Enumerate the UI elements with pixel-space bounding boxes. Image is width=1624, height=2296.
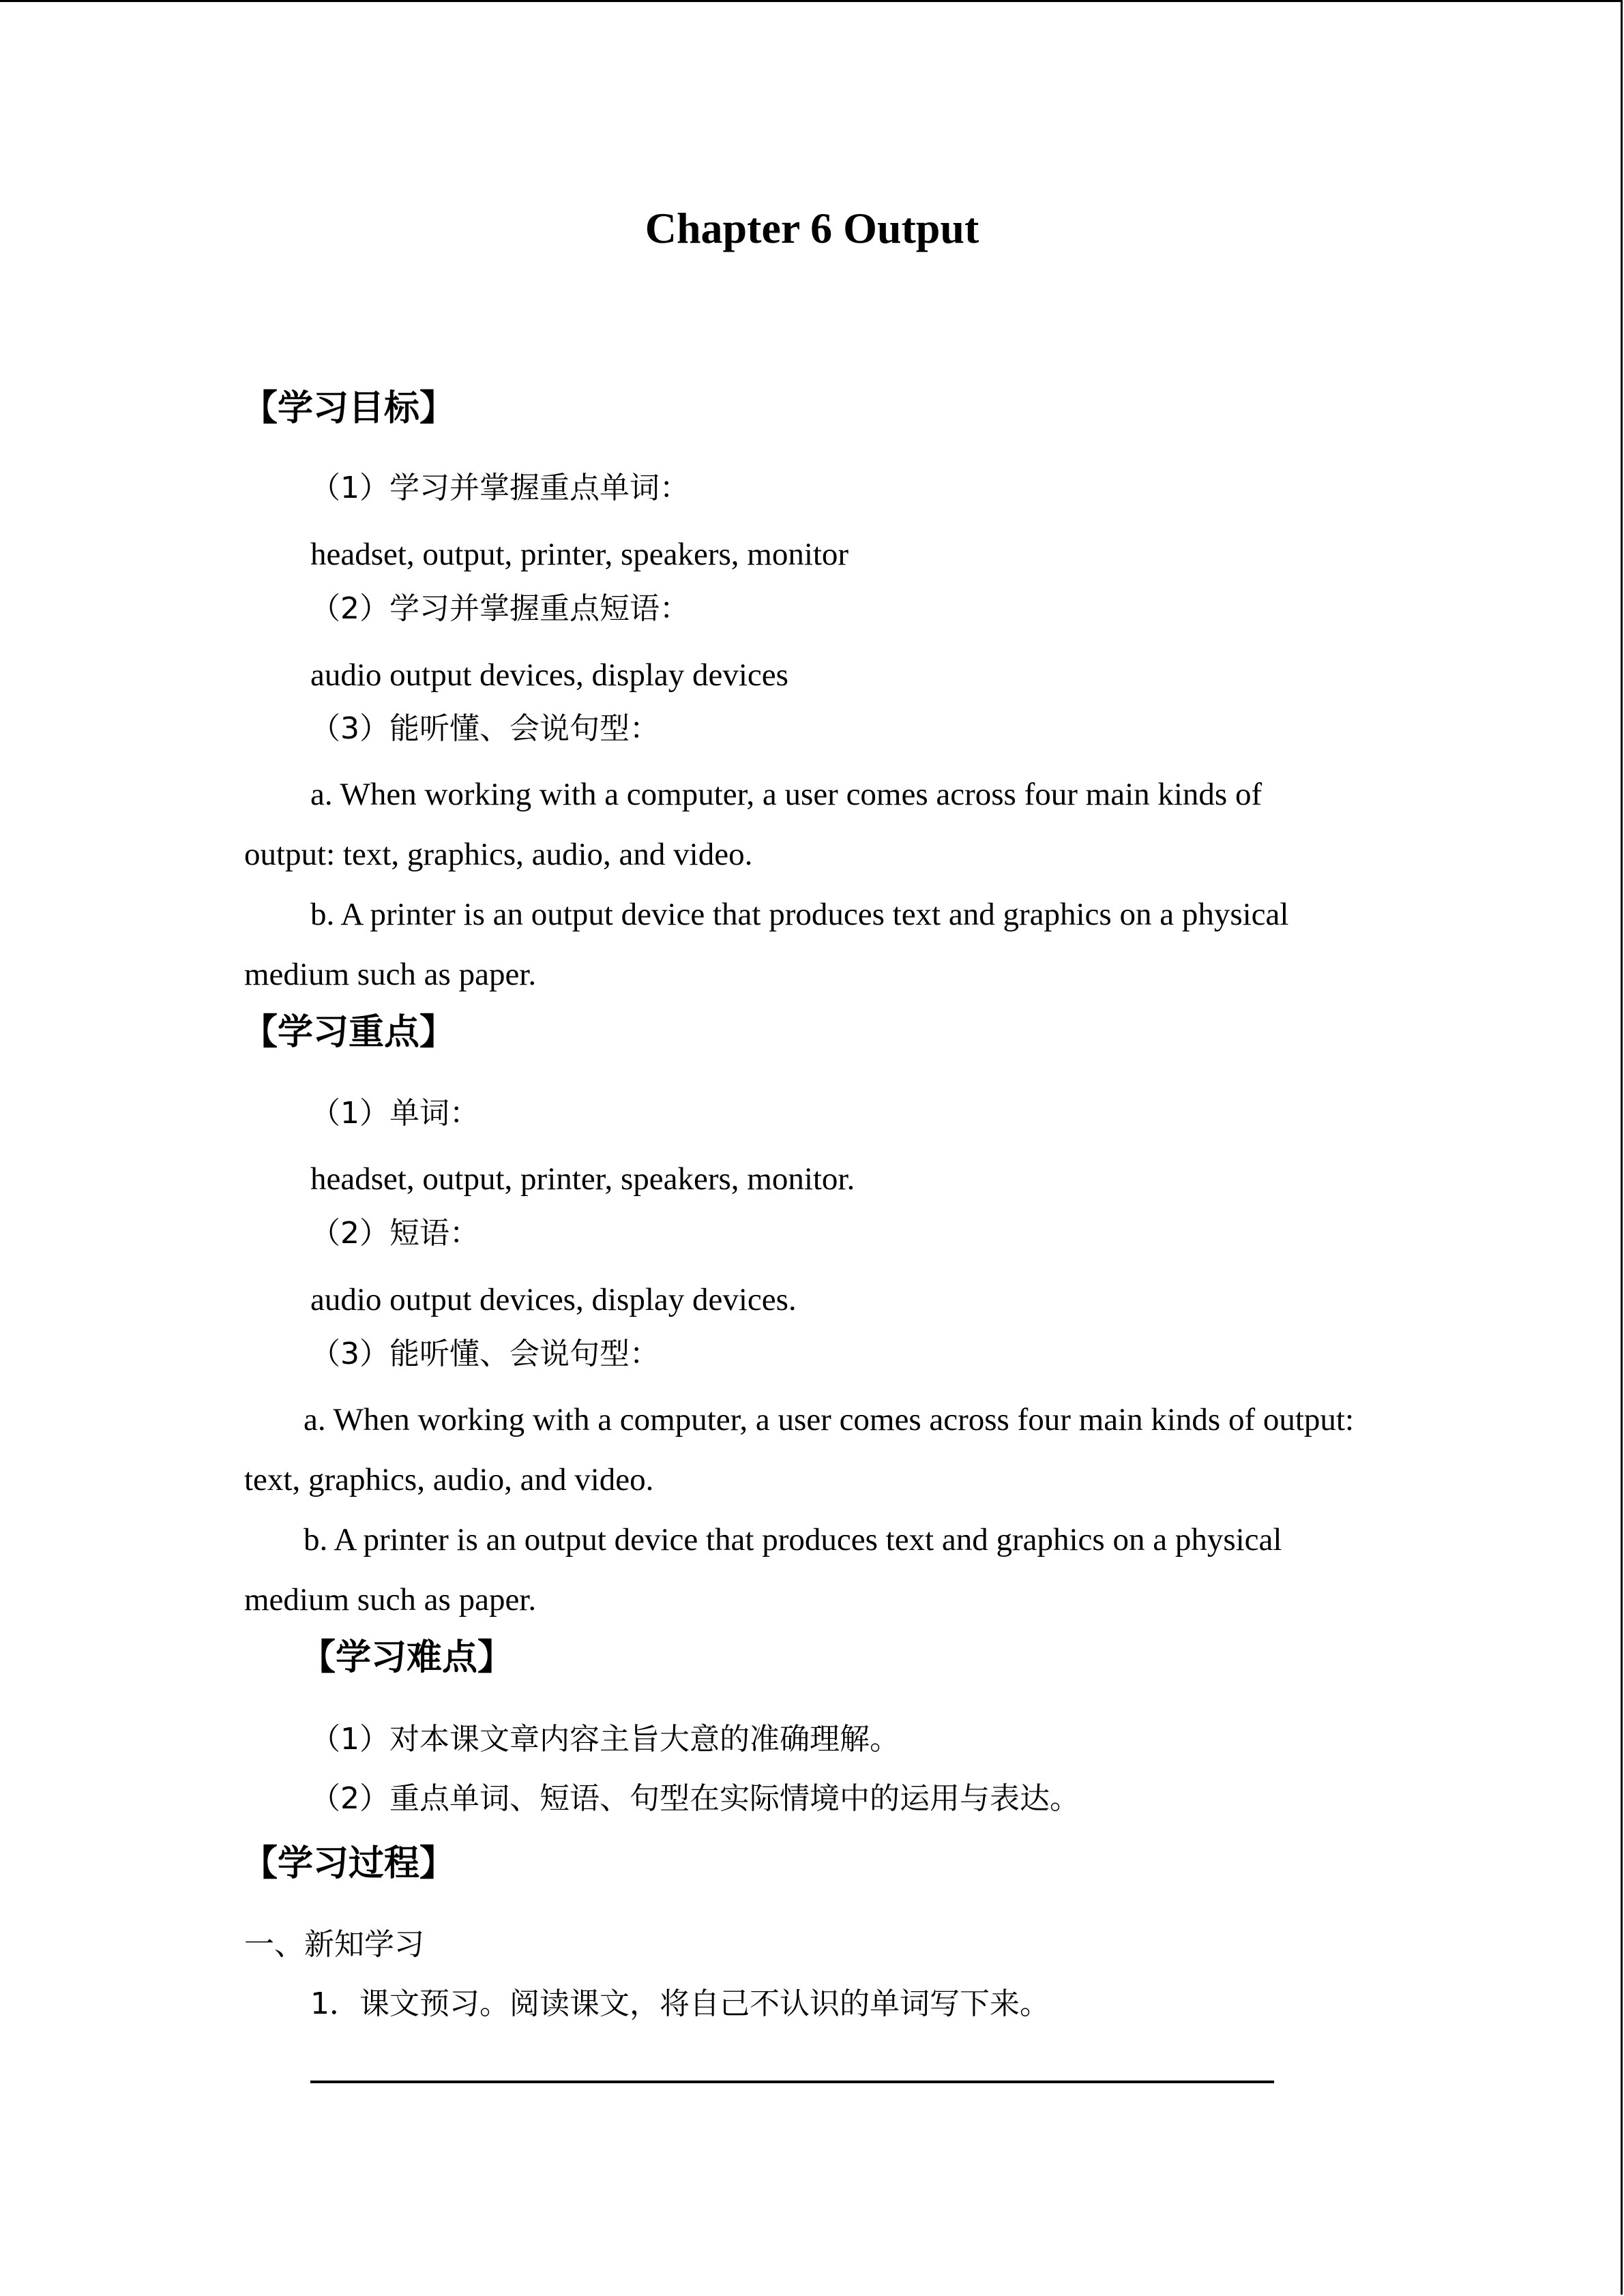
objectives-heading: 【学习目标】 — [242, 388, 456, 429]
key-points-item2-phrases: audio output devices, display devices. — [310, 1282, 797, 1317]
process-heading: 【学习过程】 — [242, 1843, 456, 1884]
key-points-sentence-b-line2: medium such as paper. — [244, 1582, 537, 1617]
objectives-item1-words: headset, output, printer, speakers, monitor — [310, 537, 849, 572]
answer-blank-line — [310, 2081, 1274, 2083]
objectives-item1-label: （1）学习并掌握重点单词： — [310, 471, 690, 505]
objectives-sentence-b-line1: b. A printer is an output device that produces text and graphics on a physical — [310, 897, 1289, 932]
process-section1: 一、新知学习 — [244, 1927, 424, 1962]
process-task1: 1．课文预习。阅读课文，将自己不认识的单词写下来。 — [310, 1986, 1050, 2021]
key-points-heading: 【学习重点】 — [242, 1012, 456, 1053]
difficulties-heading: 【学习难点】 — [300, 1637, 514, 1678]
objectives-item3-label: （3）能听懂、会说句型： — [310, 711, 660, 746]
objectives-sentence-a-line1: a. When working with a computer, a user comes across four main kinds of — [310, 777, 1263, 812]
key-points-item1-words: headset, output, printer, speakers, monitor. — [310, 1161, 855, 1197]
difficulties-item1: （1）对本课文章内容主旨大意的准确理解。 — [310, 1722, 900, 1757]
objectives-item2-phrases: audio output devices, display devices — [310, 657, 788, 693]
key-points-item1-label: （1）单词： — [310, 1096, 479, 1131]
difficulties-item2: （2）重点单词、短语、句型在实际情境中的运用与表达。 — [310, 1781, 1080, 1816]
key-points-item2-label: （2）短语： — [310, 1216, 479, 1251]
key-points-sentence-a-line1: a. When working with a computer, a user comes across four main kinds of output: — [304, 1402, 1355, 1437]
key-points-sentence-a-line2: text, graphics, audio, and video. — [244, 1462, 654, 1497]
objectives-sentence-a-line2: output: text, graphics, audio, and video. — [244, 837, 753, 872]
key-points-item3-label: （3）能听懂、会说句型： — [310, 1337, 660, 1371]
objectives-item2-label: （2）学习并掌握重点短语： — [310, 591, 690, 626]
key-points-sentence-b-line1: b. A printer is an output device that produces text and graphics on a physical — [304, 1522, 1282, 1557]
document-title: Chapter 6 Output — [645, 204, 979, 252]
objectives-sentence-b-line2: medium such as paper. — [244, 957, 537, 992]
